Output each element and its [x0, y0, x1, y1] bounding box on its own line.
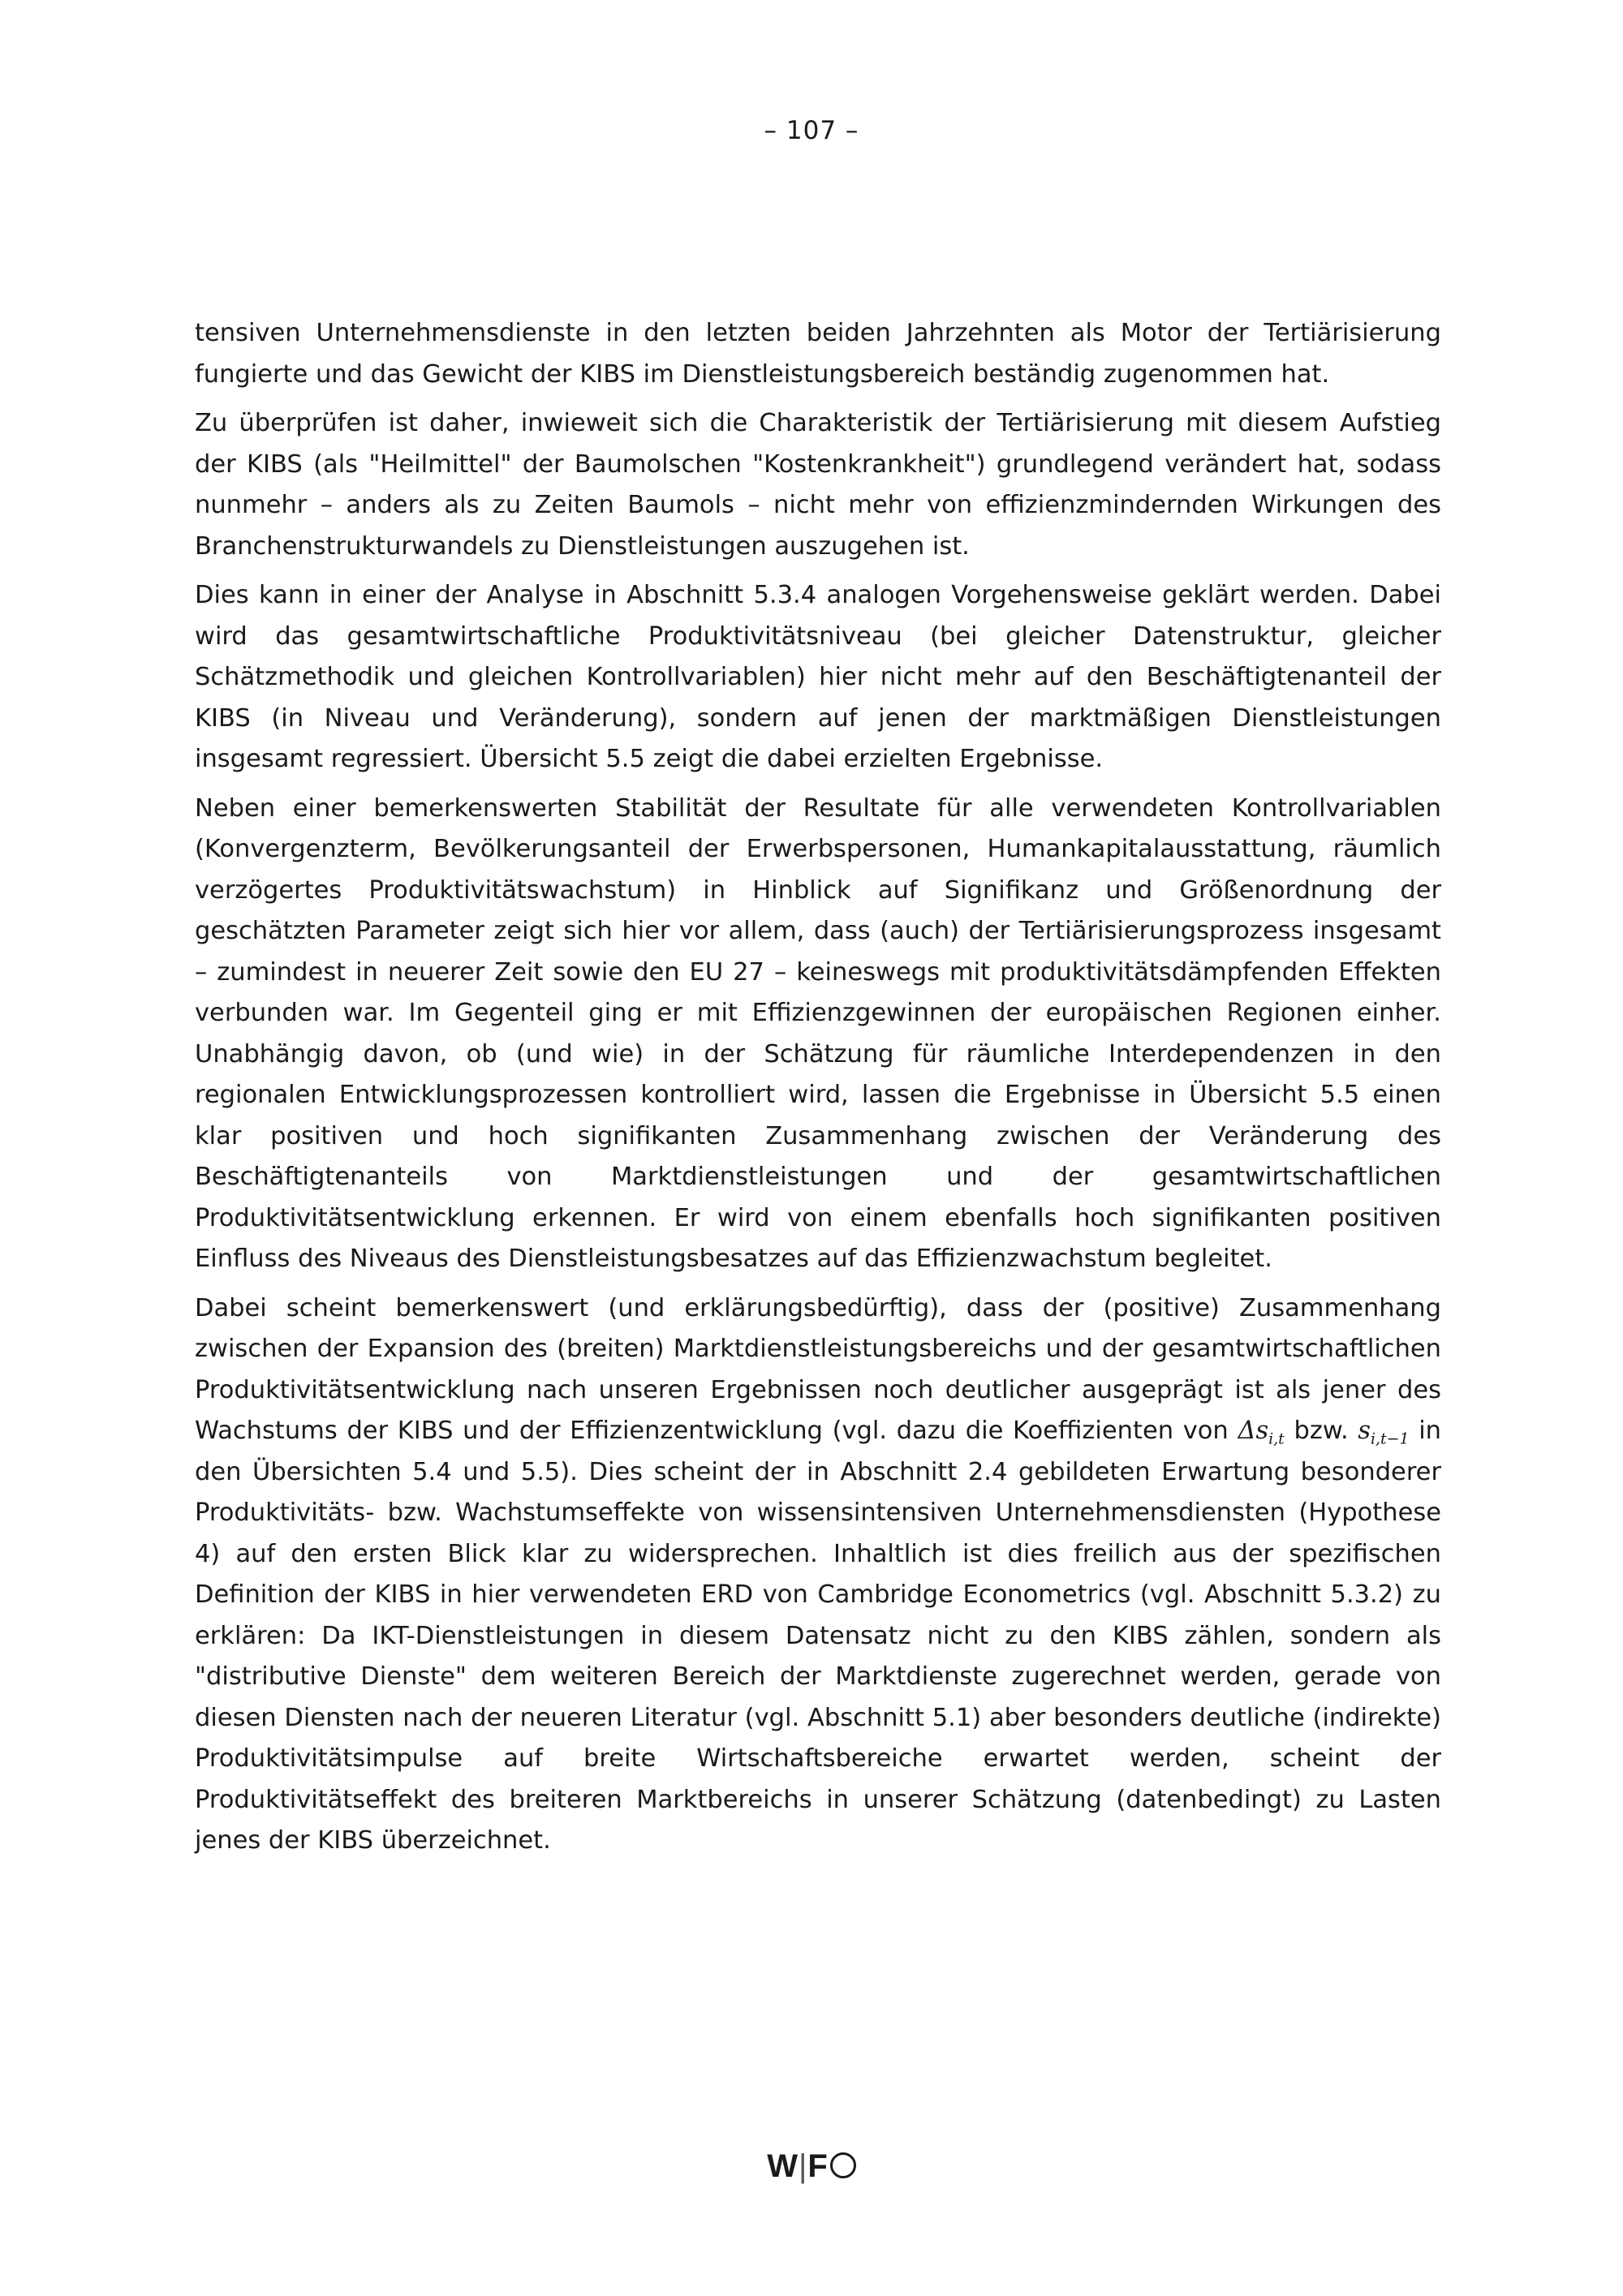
paragraph-5-part-a: Dabei scheint bemerkenswert (und erklärungsbedürftig), dass der (positive) Zusammenhang zwischen der Expansion des (breiten) Marktdienstleistungsbereichs und der gesamtwirtschaftlichen Produktivitätsentwicklung nach unseren Ergebnissen noch deutlicher ausgeprägt ist als jener des Wachstums der KIBS und der Effizienzentwicklung (vgl. dazu die Koeffizienten von: [195, 1293, 1441, 1445]
wifo-logo-f: F: [807, 2148, 829, 2184]
paragraph-3: Dies kann in einer der Analyse in Abschnitt 5.3.4 analogen Vorgehensweise geklärt werden. Dabei wird das gesamtwirtschaftliche Produktivitätsniveau (bei gleicher Datenstruktur, gleicher Schätzmethodik und gleichen Kontrollvariablen) hier nicht mehr auf den Beschäftigtenanteil der KIBS (in Niveau und Veränderung), sondern auf jenen der marktmäßigen Dienstleistungen insgesamt regressiert. Übersicht 5.5 zeigt die dabei erzielten Ergebnisse.: [195, 581, 1441, 773]
wifo-logo-bar: |: [798, 2148, 808, 2184]
wifo-logo: [0, 2148, 1623, 2185]
paragraph-5: [195, 1288, 1441, 1862]
page-number: – 107 –: [764, 116, 859, 145]
paragraph-2: Zu überprüfen ist daher, inwieweit sich die Charakteristik der Tertiärisierung mit diesem Aufstieg der KIBS (als "Heilmittel" der Baumolschen "Kostenkrankheit") grundlegend verändert hat, sodass nunmehr – anders als zu Zeiten Baumols – nicht mehr von effizienzmindernden Wirkungen des Branchenstrukturwandels zu Dienstleistungen auszugehen ist.: [195, 409, 1441, 561]
math-var1-base: s: [1255, 1417, 1269, 1445]
paragraph-5-part-b: bzw.: [1294, 1417, 1349, 1445]
math-var2-base: s: [1358, 1417, 1371, 1445]
paragraph-1: tensiven Unternehmensdienste in den letzten beiden Jahrzehnten als Motor der Tertiärisierung fungierte und das Gewicht der KIBS im Dienstleistungsbereich beständig zugenommen hat.: [195, 319, 1441, 389]
body-text: [195, 313, 1441, 1870]
paragraph-5-part-c: in den Übersichten 5.4 und 5.5). Dies scheint der in Abschnitt 2.4 gebildeten Erwartung besonderer Produktivitäts- bzw. Wachstumseffekte von wissensintensiven Unternehmensdiensten (Hypothese 4) auf den ersten Blick klar zu widersprechen. Inhaltlich ist dies freilich aus der spezifischen Definition der KIBS in hier verwendeten ERD von Cambridge Econometrics (vgl. Abschnitt 5.3.2) zu erklären: Da IKT-Dienstleistungen in diesem Datensatz nicht zu den KIBS zählen, sondern als "distributive Dienste" dem weiteren Bereich der Marktdienste zugerechnet werden, gerade von diesen Diensten nach der neueren Literatur (vgl. Abschnitt 5.1) aber besonders deutliche (indirekte) Produktivitätsimpulse auf breite Wirtschaftsbereiche erwartet werden, scheint der Produktivitätseffekt des breiteren Marktbereichs in unserer Schätzung (datenbedingt) zu Lasten jenes der KIBS überzeichnet.: [195, 1417, 1442, 1855]
math-delta-s-it: [1238, 1417, 1285, 1448]
math-var1-sub: i,t: [1268, 1430, 1285, 1448]
math-var2-sub: i,t−1: [1371, 1430, 1410, 1448]
paragraph-4: Neben einer bemerkenswerten Stabilität der Resultate für alle verwendeten Kontrollvariablen (Konvergenzterm, Bevölkerungsanteil der Erwerbspersonen, Humankapitalausstattung, räumlich verzögertes Produktivitätswachstum) in Hinblick auf Signifikanz und Größenordnung der geschätzten Parameter zeigt sich hier vor allem, dass (auch) der Tertiärisierungsprozess insgesamt – zumindest in neuerer Zeit sowie den EU 27 – keineswegs mit produktivitätsdämpfenden Effekten verbunden war. Im Gegenteil ging er mit Effizienzgewinnen der europäischen Regionen einher. Unabhängig davon, ob (und wie) in der Schätzung für räumliche Interdependenzen in den regionalen Entwicklungsprozessen kontrolliert wird, lassen die Ergebnisse in Übersicht 5.5 einen klar positiven und hoch signifikanten Zusammenhang zwischen der Veränderung des Beschäftigtenanteils von Marktdienstleistungen und der gesamtwirtschaftlichen Produktivitätsentwicklung erkennen. Er wird von einem ebenfalls hoch signifikanten positiven Einfluss des Niveaus des Dienstleistungsbesatzes auf das Effizienzwachstum begleitet.: [195, 793, 1441, 1273]
wifo-logo-w: W: [767, 2148, 799, 2184]
math-delta: Δ: [1238, 1417, 1256, 1445]
wifo-logo-circle-icon: [830, 2152, 856, 2178]
math-s-it-minus-1: [1358, 1417, 1410, 1448]
